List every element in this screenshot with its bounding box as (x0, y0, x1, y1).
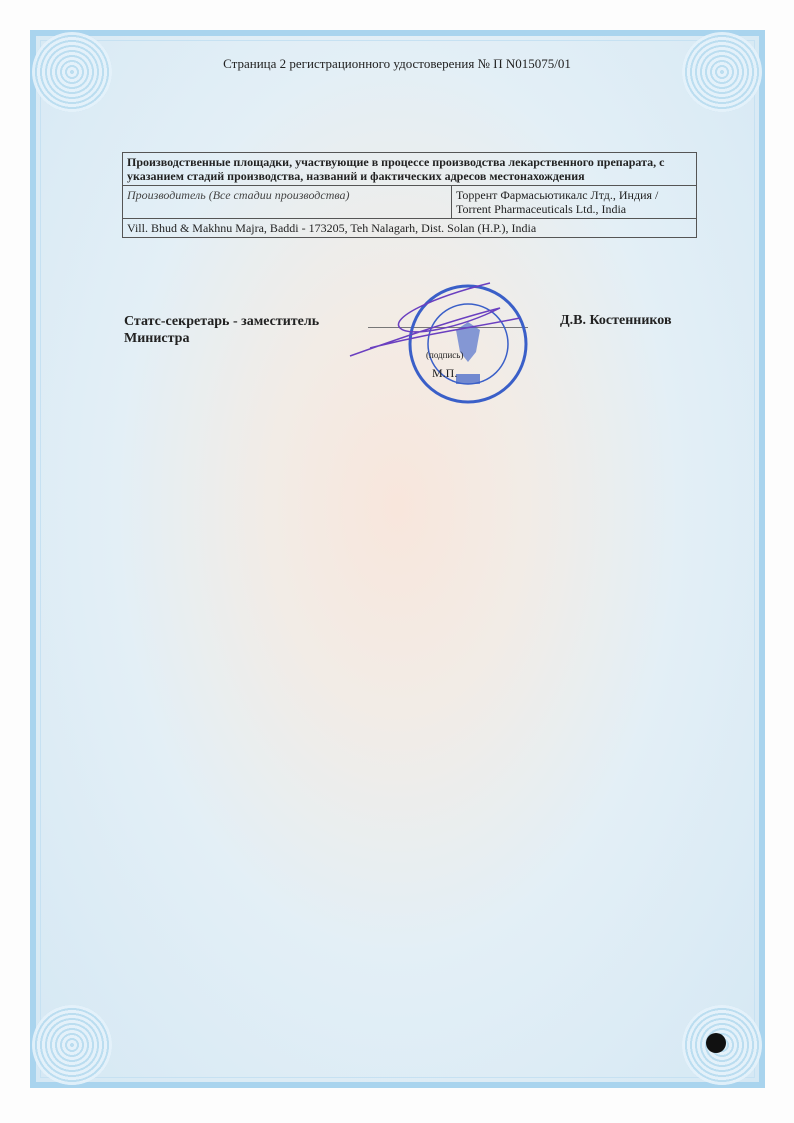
manufacturing-sites-table (122, 152, 697, 238)
corner-rosette (32, 1005, 112, 1085)
page-title: Страница 2 регистрационного удостоверения № П N015075/01 (223, 56, 571, 71)
signatory-position (124, 313, 319, 347)
corner-rosette (682, 32, 762, 112)
signature-caption: (подпись) (426, 350, 464, 360)
manufacturer-address: Vill. Bhud & Makhnu Majra, Baddi - 173205, Teh Nalagarh, Dist. Solan (H.P.), India (123, 219, 697, 238)
corner-rosette (32, 32, 112, 112)
table-heading: Производственные площадки, участвующие в процессе производства лекарственного препарата, с указанием стадий производства, названий и фактических адресов местонахождения (123, 153, 697, 186)
signatory-name: Д.В. Костенников (560, 313, 672, 328)
position-line-1: Статс-секретарь - заместитель (124, 314, 320, 329)
manufacturer-role: Производитель (Все стадии производства) (123, 186, 452, 219)
manufacturer-name: Торрент Фармасьютикалс Лтд., Индия / Torrent Pharmaceuticals Ltd., India (452, 186, 697, 219)
seal-caption: М.П. (432, 366, 458, 380)
position-line-2: Министра (124, 331, 190, 346)
punch-hole (706, 1033, 726, 1053)
